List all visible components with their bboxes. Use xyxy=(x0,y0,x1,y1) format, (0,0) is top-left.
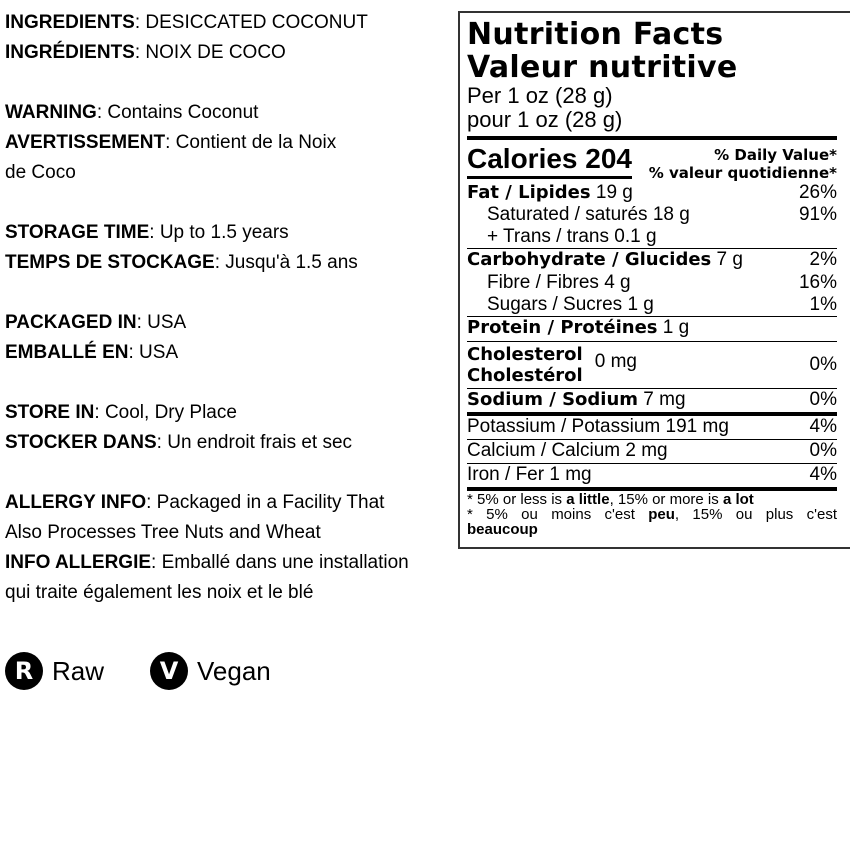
warning-en: WARNING: Contains Coconut xyxy=(5,102,259,123)
nutrition-title-en: Nutrition Facts xyxy=(467,17,724,52)
calories-row xyxy=(467,140,837,182)
nutrient-row-calcium: Calcium / Calcium 2 mg 0% xyxy=(467,440,837,461)
spacer xyxy=(5,278,455,308)
daily-value-footnote xyxy=(467,487,837,537)
allergy-fr-cont: qui traite également les noix et le blé xyxy=(5,582,314,603)
nutrient-row-carbohydrate: Carbohydrate / Glucides 7 g 2% xyxy=(467,249,837,270)
nutrient-row-fibre: Fibre / Fibres 4 g 16% xyxy=(487,272,837,293)
nutrient-row-saturated: Saturated / saturés 18 g 91% xyxy=(487,204,837,225)
footnote-fr-cont: beaucoup xyxy=(467,521,538,538)
footnote-en: * 5% or less is a little, 15% or more is a lot xyxy=(467,491,754,508)
daily-value-header: % Daily Value* % valeur quotidienne* xyxy=(648,146,837,182)
nutrient-row-cholesterol: Cholesterol Cholestérol 0 mg 0% xyxy=(467,341,837,388)
packaged-en: PACKAGED IN: USA xyxy=(5,312,187,333)
badge-raw-label: Raw xyxy=(52,655,105,686)
store-fr: STOCKER DANS: Un endroit frais et sec xyxy=(5,432,353,453)
spacer xyxy=(5,458,455,488)
nutrition-title-fr: Valeur nutritive xyxy=(467,50,738,85)
footnote-fr: * 5% ou moins c'est peu, 15% ou plus c'est xyxy=(467,506,837,523)
badge-vegan xyxy=(150,652,271,690)
diet-badges xyxy=(5,651,317,691)
allergy-fr: INFO ALLERGIE: Emballé dans une installation xyxy=(5,552,409,573)
nutrient-row-sodium: Sodium / Sodium 7 mg 0% xyxy=(467,389,837,410)
vegan-v-icon: V xyxy=(150,652,188,690)
spacer xyxy=(5,68,455,98)
nutrient-row-protein: Protein / Protéines 1 g xyxy=(467,316,837,341)
raw-r-icon: R xyxy=(5,652,43,690)
warning-fr: AVERTISSEMENT: Contient de la Noix xyxy=(5,132,337,153)
calories-label: Calories 204 xyxy=(467,144,632,179)
nutrient-row-fat: Fat / Lipides 19 g 26% xyxy=(467,182,837,203)
nutrient-row-potassium: Potassium / Potassium 191 mg 4% xyxy=(467,412,837,439)
badge-vegan-label: Vegan xyxy=(197,655,271,686)
spacer xyxy=(5,188,455,218)
product-info xyxy=(5,8,455,608)
store-en: STORE IN: Cool, Dry Place xyxy=(5,402,237,423)
ingredients-en: INGREDIENTS: DESICCATED COCONUT xyxy=(5,12,368,33)
nutrient-row-trans: + Trans / trans 0.1 g xyxy=(487,226,657,247)
serving-size-en: Per 1 oz (28 g) xyxy=(467,83,613,108)
warning-fr-cont: de Coco xyxy=(5,162,76,183)
ingredients-fr: INGRÉDIENTS: NOIX DE COCO xyxy=(5,42,286,63)
storage-fr: TEMPS DE STOCKAGE: Jusqu'à 1.5 ans xyxy=(5,252,358,273)
serving-size-fr: pour 1 oz (28 g) xyxy=(467,107,623,132)
badge-raw xyxy=(5,652,104,690)
spacer xyxy=(5,368,455,398)
storage-en: STORAGE TIME: Up to 1.5 years xyxy=(5,222,289,243)
nutrition-facts-panel xyxy=(458,11,850,549)
allergy-en: ALLERGY INFO: Packaged in a Facility That xyxy=(5,492,385,513)
nutrient-row-iron: Iron / Fer 1 mg 4% xyxy=(467,464,837,485)
allergy-en-cont: Also Processes Tree Nuts and Wheat xyxy=(5,522,321,543)
packaged-fr: EMBALLÉ EN: USA xyxy=(5,342,179,363)
nutrient-row-sugars: Sugars / Sucres 1 g 1% xyxy=(487,294,837,315)
